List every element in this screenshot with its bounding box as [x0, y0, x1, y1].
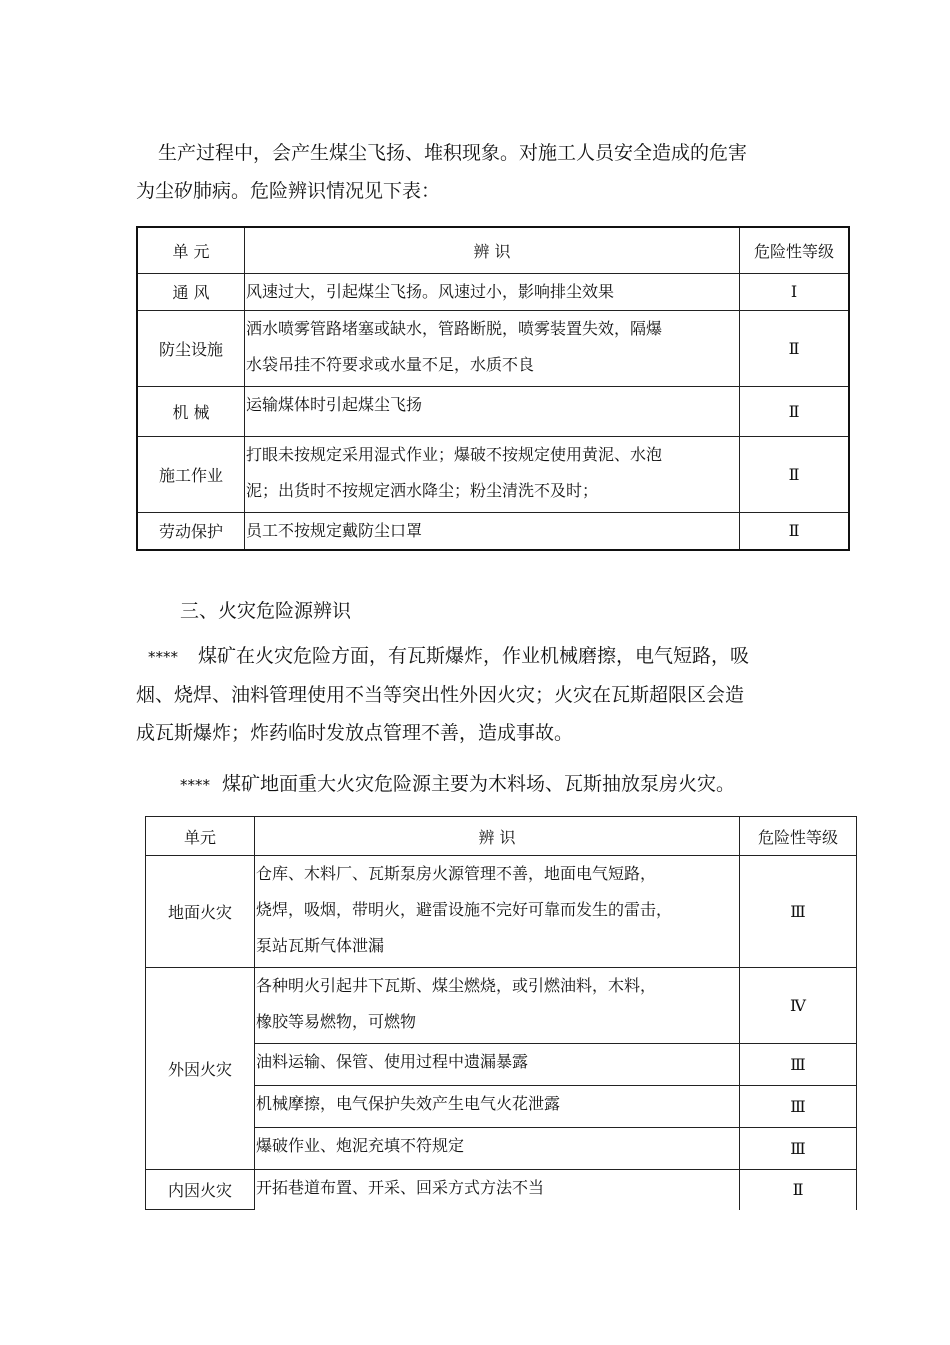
section-heading: 三、火灾危险源辨识 [180, 600, 352, 622]
row-unit: 防尘设施 [137, 310, 245, 386]
header-unit: 单 元 [137, 227, 245, 273]
row-unit: 内因火灾 [146, 1170, 255, 1210]
row-level: Ⅲ [740, 1044, 857, 1086]
row-description: 风速过大，引起煤尘飞扬。风速过小，影响排尘效果 [245, 273, 740, 310]
row-level: Ⅲ [740, 856, 857, 968]
row-unit: 地面火灾 [146, 856, 255, 968]
row-description: 爆破作业、炮泥充填不符规定 [255, 1128, 740, 1170]
header-identification: 辨 识 [255, 817, 740, 856]
table-row [146, 968, 857, 1044]
row-description: 开拓巷道布置、开采、回采方式方法不当 [255, 1170, 740, 1210]
p2-line-1: 煤矿在火灾危险方面，有瓦斯爆炸，作业机械磨擦，电气短路，吸 [198, 645, 750, 667]
row-level: Ⅳ [740, 968, 857, 1044]
fire-hazard-table [145, 816, 857, 1210]
row-level: Ⅲ [740, 1086, 857, 1128]
table-row [137, 436, 849, 512]
table-header-row [137, 227, 849, 273]
row-level: Ⅱ [740, 1170, 857, 1210]
row-unit: 外因火灾 [146, 968, 255, 1170]
masked-name: **** [148, 648, 178, 666]
row-description: 员工不按规定戴防尘口罩 [245, 512, 740, 550]
fire-hazard-paragraph [136, 637, 816, 752]
row-description: 洒水喷雾管路堵塞或缺水，管路断脱，喷雾装置失效，隔爆 水袋吊挂不符要求或水量不足，水质不良 [245, 310, 740, 386]
row-description: 打眼未按规定采用湿式作业；爆破不按规定使用黄泥、水泡 泥；出货时不按规定洒水降尘；粉尘清洗不及时； [245, 436, 740, 512]
table-header-row [146, 817, 857, 856]
header-identification: 辨 识 [245, 227, 740, 273]
dust-hazard-table [136, 226, 850, 551]
table-row [146, 1170, 857, 1210]
row-description: 机械摩擦，电气保护失效产生电气火花泄露 [255, 1086, 740, 1128]
table-row [137, 273, 849, 310]
table-row [137, 386, 849, 436]
intro-line-1: 生产过程中，会产生煤尘飞扬、堆积现象。对施工人员安全造成的危害 [158, 142, 748, 164]
intro-paragraph [136, 134, 838, 210]
row-level: Ⅱ [740, 386, 850, 436]
p3-text: 煤矿地面重大火灾危险源主要为木料场、瓦斯抽放泵房火灾。 [222, 773, 736, 795]
row-description: 运输煤体时引起煤尘飞扬 [245, 386, 740, 436]
header-risk-level: 危险性等级 [740, 227, 850, 273]
p2-line-3: 成瓦斯爆炸；炸药临时发放点管理不善，造成事故。 [136, 722, 574, 744]
row-level: Ⅱ [740, 436, 850, 512]
row-unit: 机 械 [137, 386, 245, 436]
intro-line-2: 为尘矽肺病。危险辨识情况见下表： [136, 180, 441, 202]
masked-name: **** [180, 776, 210, 794]
table-row [137, 512, 849, 550]
p2-line-2: 烟、烧焊、油料管理使用不当等突出性外因火灾；火灾在瓦斯超限区会造 [136, 684, 745, 706]
row-level: Ⅱ [740, 310, 850, 386]
row-unit: 通 风 [137, 273, 245, 310]
table-row [146, 856, 857, 968]
row-unit: 施工作业 [137, 436, 245, 512]
table-row [137, 310, 849, 386]
header-unit: 单元 [146, 817, 255, 856]
row-level: Ⅱ [740, 512, 850, 550]
row-level: Ⅰ [740, 273, 850, 310]
row-description: 各种明火引起井下瓦斯、煤尘燃烧，或引燃油料，木料， 橡胶等易燃物，可燃物 [255, 968, 740, 1044]
ground-fire-paragraph [136, 765, 880, 804]
row-description: 仓库、木料厂、瓦斯泵房火源管理不善，地面电气短路， 烧焊，吸烟，带明火，避雷设施不完好可靠而发生的雷击， 泵站瓦斯气体泄漏 [255, 856, 740, 968]
row-description: 油料运输、保管、使用过程中遗漏暴露 [255, 1044, 740, 1086]
row-level: Ⅲ [740, 1128, 857, 1170]
row-unit: 劳动保护 [137, 512, 245, 550]
header-risk-level: 危险性等级 [740, 817, 857, 856]
